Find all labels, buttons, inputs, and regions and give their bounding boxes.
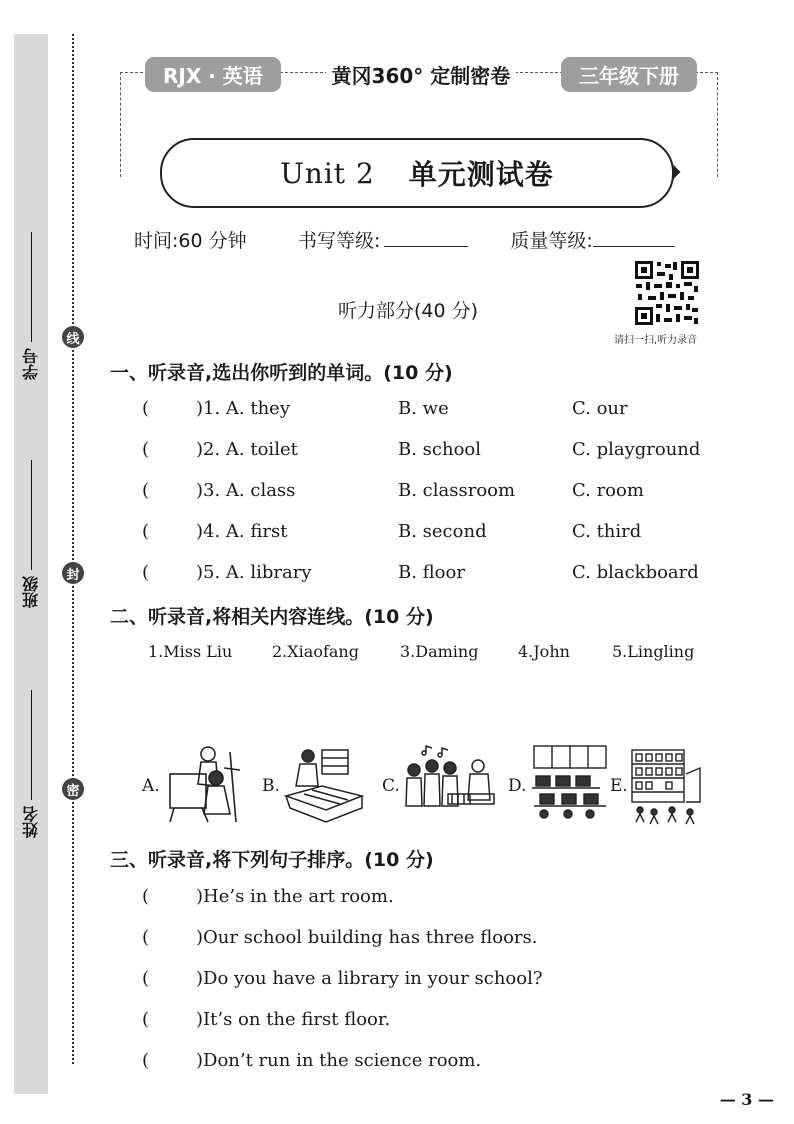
name-item[interactable]: 2.Xiaofang xyxy=(272,642,359,661)
sentence-text: )It’s on the first floor. xyxy=(196,1009,391,1030)
picture-label: B. xyxy=(262,776,280,796)
answer-paren[interactable]: ( xyxy=(142,562,150,583)
test-name: 单元测试卷 xyxy=(408,158,554,191)
part1-item xyxy=(142,398,742,424)
answer-paren[interactable]: ( xyxy=(142,398,150,419)
option-a: )4. A. first xyxy=(196,521,288,542)
page-number: — 3 — xyxy=(719,1090,774,1109)
part1-item xyxy=(142,439,742,465)
part2-title: 二、听录音,将相关内容连线。(10 分) xyxy=(110,606,434,628)
student-no-line[interactable] xyxy=(30,232,32,342)
option-b: B. we xyxy=(398,398,449,419)
name-line[interactable] xyxy=(30,690,32,800)
school-building-picture[interactable] xyxy=(630,744,704,826)
name-field xyxy=(17,690,45,838)
seal-feng: 封 xyxy=(62,562,84,584)
page-title xyxy=(160,138,674,208)
option-c: C. blackboard xyxy=(572,562,699,583)
option-a: )1. A. they xyxy=(196,398,291,419)
writing-grade-label: 书写等级: xyxy=(298,230,381,252)
part1-item xyxy=(142,562,742,588)
part1-item xyxy=(142,521,742,547)
picture-label: E. xyxy=(610,776,628,796)
part1-title: 一、听录音,选出你听到的单词。(10 分) xyxy=(110,362,453,384)
option-b: B. floor xyxy=(398,562,465,583)
sentence-text: )He’s in the art room. xyxy=(196,886,394,907)
quality-grade-blank[interactable] xyxy=(593,226,675,247)
answer-paren[interactable]: ( xyxy=(142,968,150,989)
writing-grade-blank[interactable] xyxy=(384,226,468,247)
sentence-text: )Don’t run in the science room. xyxy=(196,1050,482,1071)
time-info: 时间:60 分钟 xyxy=(134,230,247,252)
art-class-picture[interactable] xyxy=(164,744,246,824)
option-c: C. room xyxy=(572,480,644,501)
option-b: B. classroom xyxy=(398,480,516,501)
answer-paren[interactable]: ( xyxy=(142,927,150,948)
part3-title: 三、听录音,将下列句子排序。(10 分) xyxy=(110,849,434,871)
answer-paren[interactable]: ( xyxy=(142,439,150,460)
quality-grade-label: 质量等级: xyxy=(510,230,593,252)
class-label: 班级 xyxy=(21,576,41,608)
option-a: )3. A. class xyxy=(196,480,296,501)
part1-item xyxy=(142,480,742,506)
name-item[interactable]: 1.Miss Liu xyxy=(148,642,233,661)
library-picture[interactable] xyxy=(282,744,366,824)
sentence-text: )Our school building has three floors. xyxy=(196,927,538,948)
name-item[interactable]: 4.John xyxy=(518,642,570,661)
seal-mi: 密 xyxy=(62,778,84,800)
info-row xyxy=(134,226,714,253)
answer-paren[interactable]: ( xyxy=(142,1009,150,1030)
class-field xyxy=(17,460,45,608)
qr-caption: 请扫一扫,听力录音 xyxy=(614,335,698,346)
option-a: )2. A. toilet xyxy=(196,439,298,460)
option-c: C. our xyxy=(572,398,628,419)
option-c: C. third xyxy=(572,521,642,542)
name-item[interactable]: 3.Daming xyxy=(400,642,479,661)
picture-label: D. xyxy=(508,776,527,796)
class-line[interactable] xyxy=(30,460,32,570)
option-b: B. second xyxy=(398,521,487,542)
picture-label: C. xyxy=(382,776,400,796)
music-room-picture[interactable] xyxy=(402,744,498,822)
qr-code-icon[interactable] xyxy=(634,260,700,326)
listening-section-header: 听力部分(40 分) xyxy=(338,300,479,322)
cut-line xyxy=(72,34,74,1064)
answer-paren[interactable]: ( xyxy=(142,886,150,907)
header-row xyxy=(145,58,697,90)
picture-label: A. xyxy=(142,776,160,796)
student-no-field xyxy=(17,232,45,380)
answer-paren[interactable]: ( xyxy=(142,521,150,542)
seal-xian: 线 xyxy=(62,326,84,348)
computer-room-picture[interactable] xyxy=(530,744,610,826)
series-title: 黄冈360° 定制密卷 xyxy=(326,60,517,89)
answer-paren[interactable]: ( xyxy=(142,1050,150,1071)
unit-label: Unit 2 xyxy=(280,156,375,190)
option-b: B. school xyxy=(398,439,482,460)
student-no-label: 学号 xyxy=(21,348,41,380)
sentence-text: )Do you have a library in your school? xyxy=(196,968,543,989)
subject-pill: RJX · 英语 xyxy=(145,57,281,92)
option-a: )5. A. library xyxy=(196,562,312,583)
answer-paren[interactable]: ( xyxy=(142,480,150,501)
name-item[interactable]: 5.Lingling xyxy=(612,642,695,661)
option-c: C. playground xyxy=(572,439,701,460)
grade-pill: 三年级下册 xyxy=(561,57,697,92)
name-label: 姓名 xyxy=(21,806,41,838)
